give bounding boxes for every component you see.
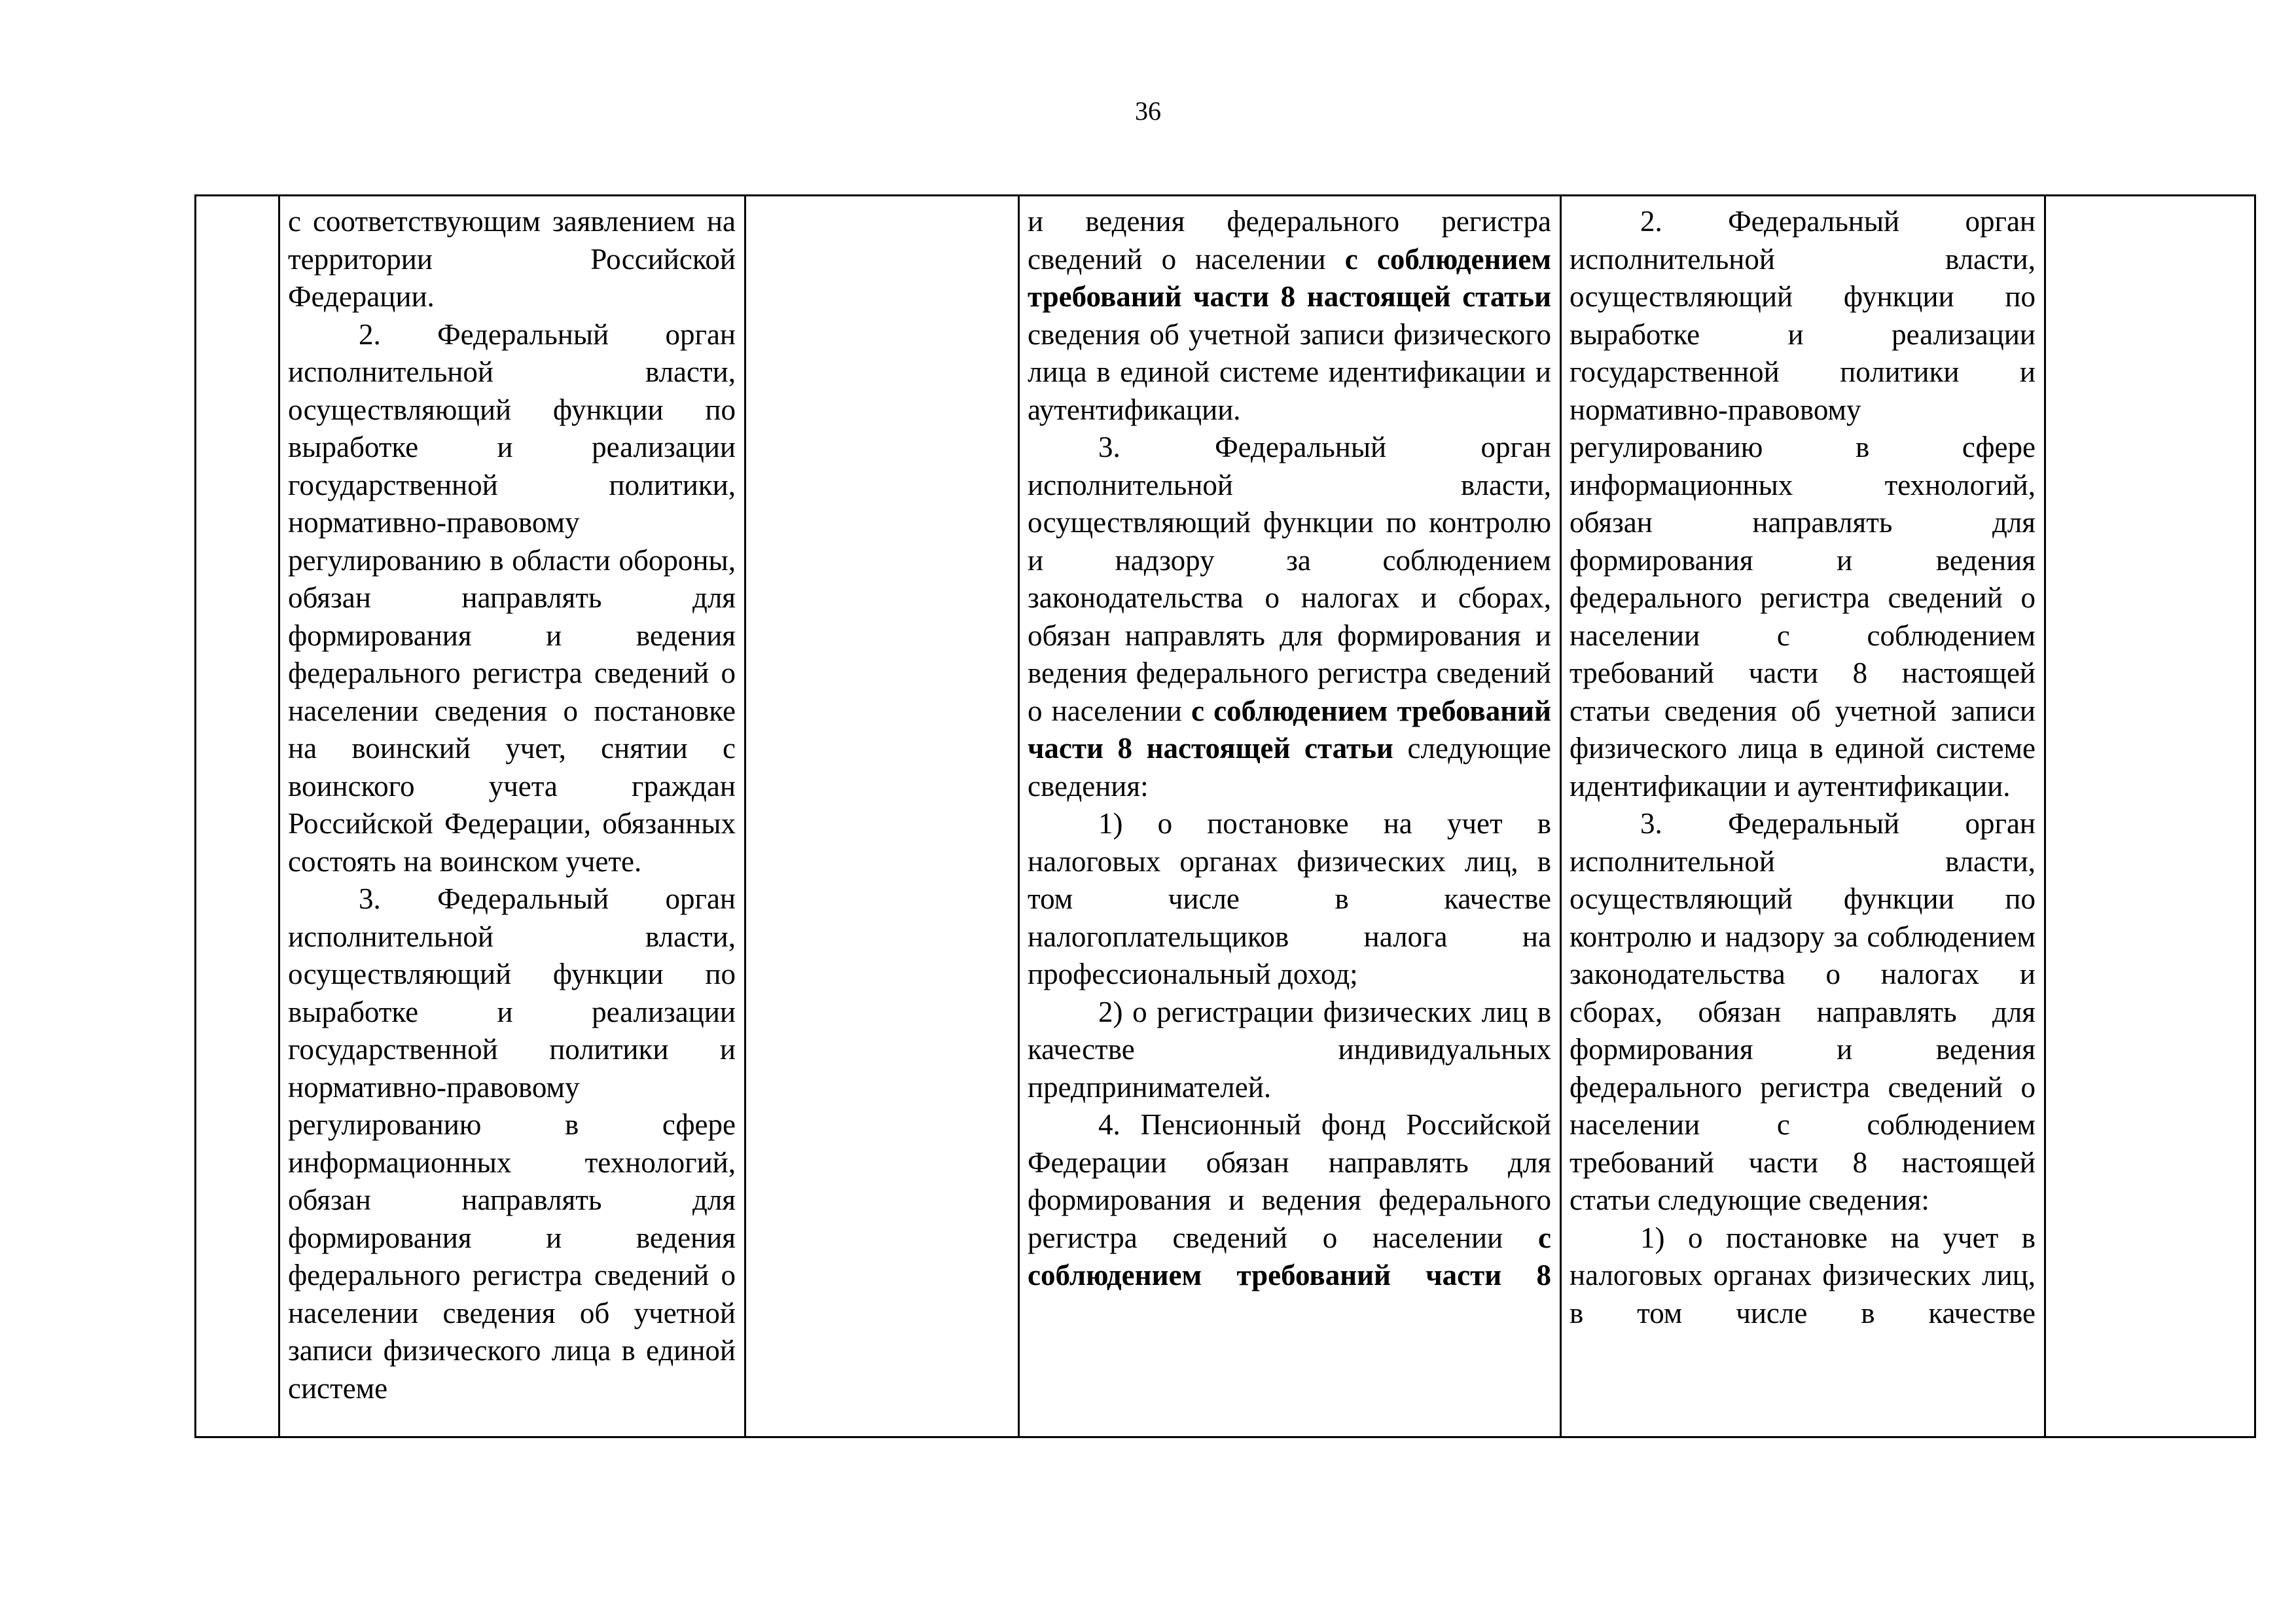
column-divider — [744, 196, 746, 1436]
column-divider — [1018, 196, 1020, 1436]
column-divider — [2044, 196, 2046, 1436]
paragraph: 3. Федеральный орган исполнительной власти, осуществляющий функции по контролю и надзору за соблюдением законодательства о налогах и сборах, обязан направлять для формирования и ведения федерального регистра сведений о населении с соблюдением требований части 8 настоящей статьи следующие сведения: — [1028, 431, 1551, 803]
page-number: 36 — [1135, 96, 1161, 126]
paragraph: и ведения федерального регистра сведений о населении с соблюдением требований части 8 настоящей статьи сведения об учетной записи физического лица в единой системе идентификации и аутентификации. — [1028, 205, 1551, 426]
paragraph: 3. Федеральный орган исполнительной власти, осуществляющий функции по контролю и надзору за соблюдением законодательства о налогах и сборах, обязан направлять для формирования и ведения федерального регистра сведений о населении с соблюдением требований части 8 настоящей статьи следующие сведения: — [1570, 807, 2036, 1216]
paragraph: 2) о регистрации физических лиц в качестве индивидуальных предпринимателей. — [1028, 995, 1551, 1104]
paragraph: 4. Пенсионный фонд Российской Федерации обязан направлять для формирования и ведения федерального регистра сведений о населении с соблюдением требований части 8 — [1028, 1108, 1551, 1291]
paragraph: 1) о постановке на учет в налоговых органах физических лиц, в том числе в качестве — [1570, 1221, 2036, 1329]
comparison-table — [194, 194, 2256, 1438]
paragraph: 3. Федеральный орган исполнительной власти, осуществляющий функции по выработке и реализации государственной политики и нормативно-правовому регулированию в сфере информационных технологий, обязан направлять для формирования и ведения федерального регистра сведений о населении сведения об учетной записи физического лица в единой системе — [288, 882, 736, 1405]
table-cell-amendment — [1028, 203, 1551, 1436]
table-cell-current-text — [288, 203, 736, 1436]
table-cell-notes — [2054, 203, 2250, 1436]
column-divider — [1560, 196, 1562, 1436]
paragraph: 2. Федеральный орган исполнительной власти, осуществляющий функции по выработке и реализации государственной политики, нормативно-правовому регулированию в области обороны, обязан направлять для формирования и ведения федерального регистра сведений о населении сведения о постановке на воинский учет, снятии с воинского учета граждан Российской Федерации, обязанных состоять на воинском учете. — [288, 317, 736, 878]
table-cell-empty — [754, 203, 1009, 1436]
table-cell-number — [198, 203, 277, 1436]
paragraph: 2. Федеральный орган исполнительной власти, осуществляющий функции по выработке и реализации государственной политики и нормативно-правовому регулированию в сфере информационных технологий, обязан направлять для формирования и ведения федерального регистра сведений о населении с соблюдением требований части 8 настоящей статьи сведения об учетной записи физического лица в единой системе идентификации и аутентификации. — [1570, 205, 2036, 803]
paragraph: 1) о постановке на учет в налоговых органах физических лиц, в том числе в качестве налогоплательщиков налога на профессиональный доход; — [1028, 807, 1551, 990]
table-cell-proposed-text — [1570, 203, 2036, 1436]
paragraph: с соответствующим заявлением на территории Российской Федерации. — [288, 205, 736, 313]
column-divider — [278, 196, 280, 1436]
